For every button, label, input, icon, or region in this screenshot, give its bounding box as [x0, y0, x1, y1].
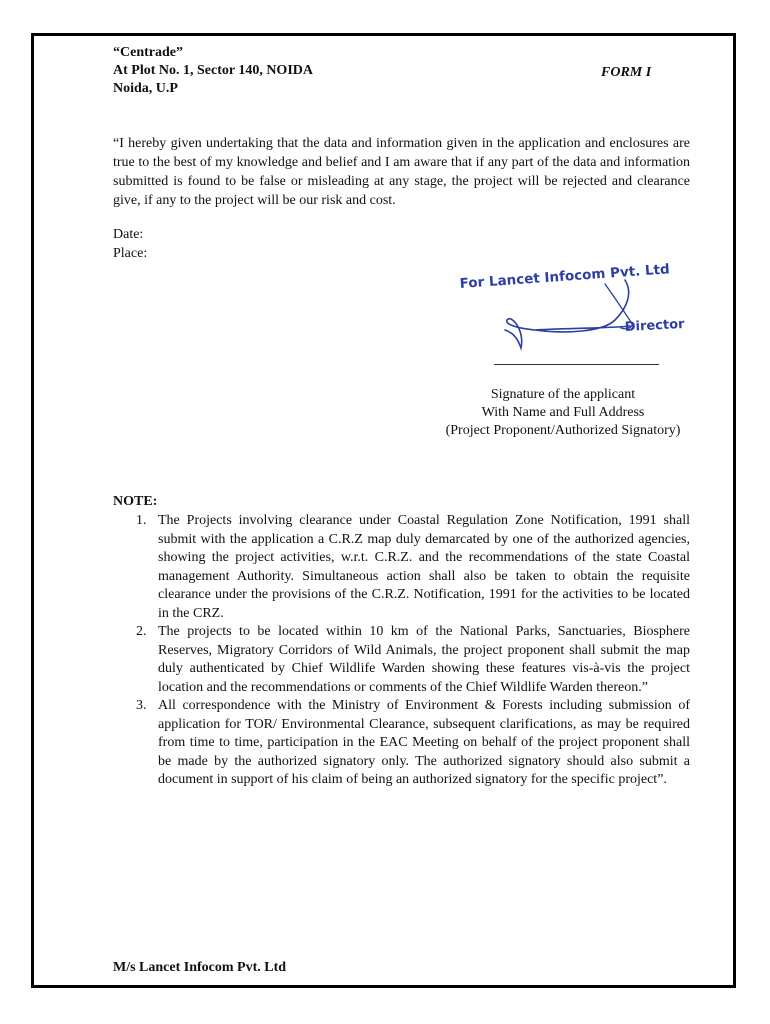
date-place-block — [113, 225, 147, 263]
stamp-title: Director — [624, 316, 685, 335]
date-label: Date: — [113, 227, 144, 242]
note-number: 2. — [136, 624, 147, 639]
signature-caption — [430, 386, 696, 440]
city-line: Noida, U.P — [113, 81, 178, 96]
note-number: 1. — [136, 513, 147, 528]
note-item — [136, 697, 690, 790]
caption-line-2: With Name and Full Address — [481, 405, 645, 420]
note-item — [136, 512, 690, 623]
signature-line — [494, 364, 659, 365]
address-block — [113, 44, 313, 98]
note-heading: NOTE: — [113, 494, 158, 509]
form-label: FORM I — [601, 65, 652, 80]
caption-line-1: Signature of the applicant — [490, 387, 636, 402]
footer-company: M/s Lancet Infocom Pvt. Ltd — [113, 960, 287, 975]
note-text: The Projects involving clearance under Coastal Regulation Zone Notification, 1991 shall submit with the application a C.R.Z map duly demarcated by one of the authorized agencies, showing the project activities, w.r.t. C.R.Z. and the recommendations of the state Coastal management Authority. Simultaneous action shall also be taken to obtain the requisite clearance under the provisions of the C.R.Z. Notification, 1991 for the activities to be located in the CRZ. — [158, 513, 690, 621]
company-name: “Centrade” — [113, 45, 183, 60]
undertaking-paragraph: “I hereby given undertaking that the data and information given in the application and enclosures are true to the best of my knowledge and belief and I am aware that if any part of the data and information submitted is found to be false or misleading at any stage, the project will be rejected and clearance give, if any to the project will be our risk and cost. — [113, 136, 690, 208]
signature-stroke — [505, 280, 630, 348]
caption-line-3: (Project Proponent/Authorized Signatory) — [445, 423, 681, 438]
note-number: 3. — [136, 698, 147, 713]
address-line: At Plot No. 1, Sector 140, NOIDA — [113, 63, 313, 78]
signature-stamp — [455, 248, 695, 363]
place-label: Place: — [113, 246, 148, 261]
note-list — [113, 512, 690, 790]
note-text: All correspondence with the Ministry of Environment & Forests including submission of application for TOR/ Environmental Clearance, subsequent clarifications, as may be required from time to time, participation in the EAC Meeting on behalf of the project proponent shall be made by the authorized signatory only. The authorized signatory should also submit a document in support of his claim of being an authorized signatory for the specific project”. — [158, 698, 690, 787]
note-item — [136, 623, 690, 697]
stamp-company-line: For Lancet Infocom Pvt. Ltd — [459, 261, 671, 292]
note-text: The projects to be located within 10 km of the National Parks, Sanctuaries, Biosphere Reserves, Migratory Corridors of Wild Animals, the project proponent shall submit the map duly authenticated by Chief Wildlife Warden showing these features vis-à-vis the project location and the recommendations or comments of the Chief Wildlife Warden thereon.” — [158, 624, 690, 695]
